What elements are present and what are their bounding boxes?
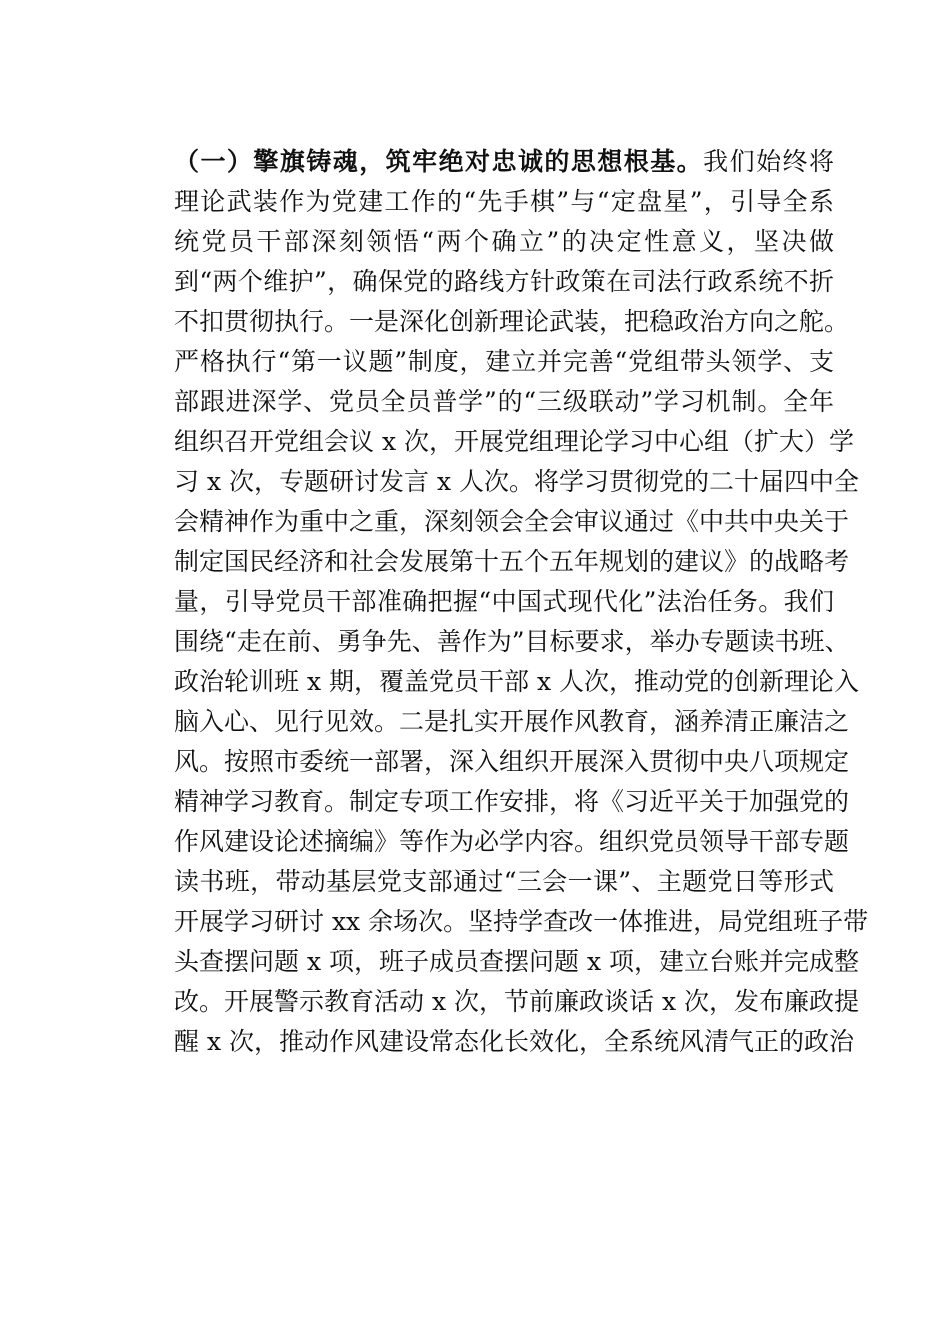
text-line-20: 开展学习研讨 xx 余场次。坚持学查改一体推进，局党组班子带	[174, 907, 869, 936]
text-line-15: 脑入心、见行见效。二是扎实开展作风教育，涵养清正廉洁之	[174, 707, 850, 736]
text-line-4: 到“两个维护”，确保党的路线方针政策在司法行政系统不折	[174, 267, 834, 296]
text-line-7: 部跟进深学、党员全员普学”的“三级联动”学习机制。全年	[174, 387, 834, 416]
text-line-12: 量，引导党员干部准确把握“中国式现代化”法治任务。我们	[174, 587, 834, 616]
body-paragraph	[174, 142, 869, 1062]
text-line-5: 不扣贯彻执行。一是深化创新理论武装，把稳政治方向之舵。	[174, 307, 850, 336]
text-line-8: 组织召开党组会议 x 次，开展党组理论学习中心组（扩大）学	[174, 427, 854, 456]
text-line-18: 作风建设论述摘编》等作为必学内容。组织党员领导干部专题	[174, 827, 850, 856]
text-line-3: 统党员干部深刻领悟“两个确立”的决定性意义，坚决做	[174, 227, 834, 256]
text-line-19: 读书班，带动基层党支部通过“三会一课”、主题党日等形式	[174, 867, 834, 896]
section-heading: （一）擎旗铸魂，筑牢绝对忠诚的思想根基。	[174, 147, 704, 176]
text-line-17: 精神学习教育。制定专项工作安排，将《习近平关于加强党的	[174, 787, 850, 816]
text-line-1	[174, 142, 834, 182]
text-line-11: 制定国民经济和社会发展第十五个五年规划的建议》的战略考	[174, 547, 850, 576]
text-line-16: 风。按照市委统一部署，深入组织开展深入贯彻中央八项规定	[174, 747, 850, 776]
text-line-23: 醒 x 次，推动作风建设常态化长效化，全系统风清气正的政治	[174, 1027, 854, 1056]
text-line-6: 严格执行“第一议题”制度，建立并完善“党组带头领学、支	[174, 347, 834, 376]
text-line-1-rest: 我们始终将	[703, 147, 834, 176]
text-line-14: 政治轮训班 x 期，覆盖党员干部 x 人次，推动党的创新理论入	[174, 667, 859, 696]
text-line-13: 围绕“走在前、勇争先、善作为”目标要求，举办专题读书班、	[174, 627, 850, 656]
text-line-21: 头查摆问题 x 项，班子成员查摆问题 x 项，建立台账并完成整	[174, 947, 859, 976]
text-line-2: 理论武装作为党建工作的“先手棋”与“定盘星”，引导全系	[174, 187, 834, 216]
text-line-22: 改。开展警示教育活动 x 次，节前廉政谈话 x 次，发布廉政提	[174, 987, 859, 1016]
text-line-10: 会精神作为重中之重，深刻领会全会审议通过《中共中央关于	[174, 507, 850, 536]
text-line-9: 习 x 次，专题研讨发言 x 人次。将学习贯彻党的二十届四中全	[174, 467, 859, 496]
